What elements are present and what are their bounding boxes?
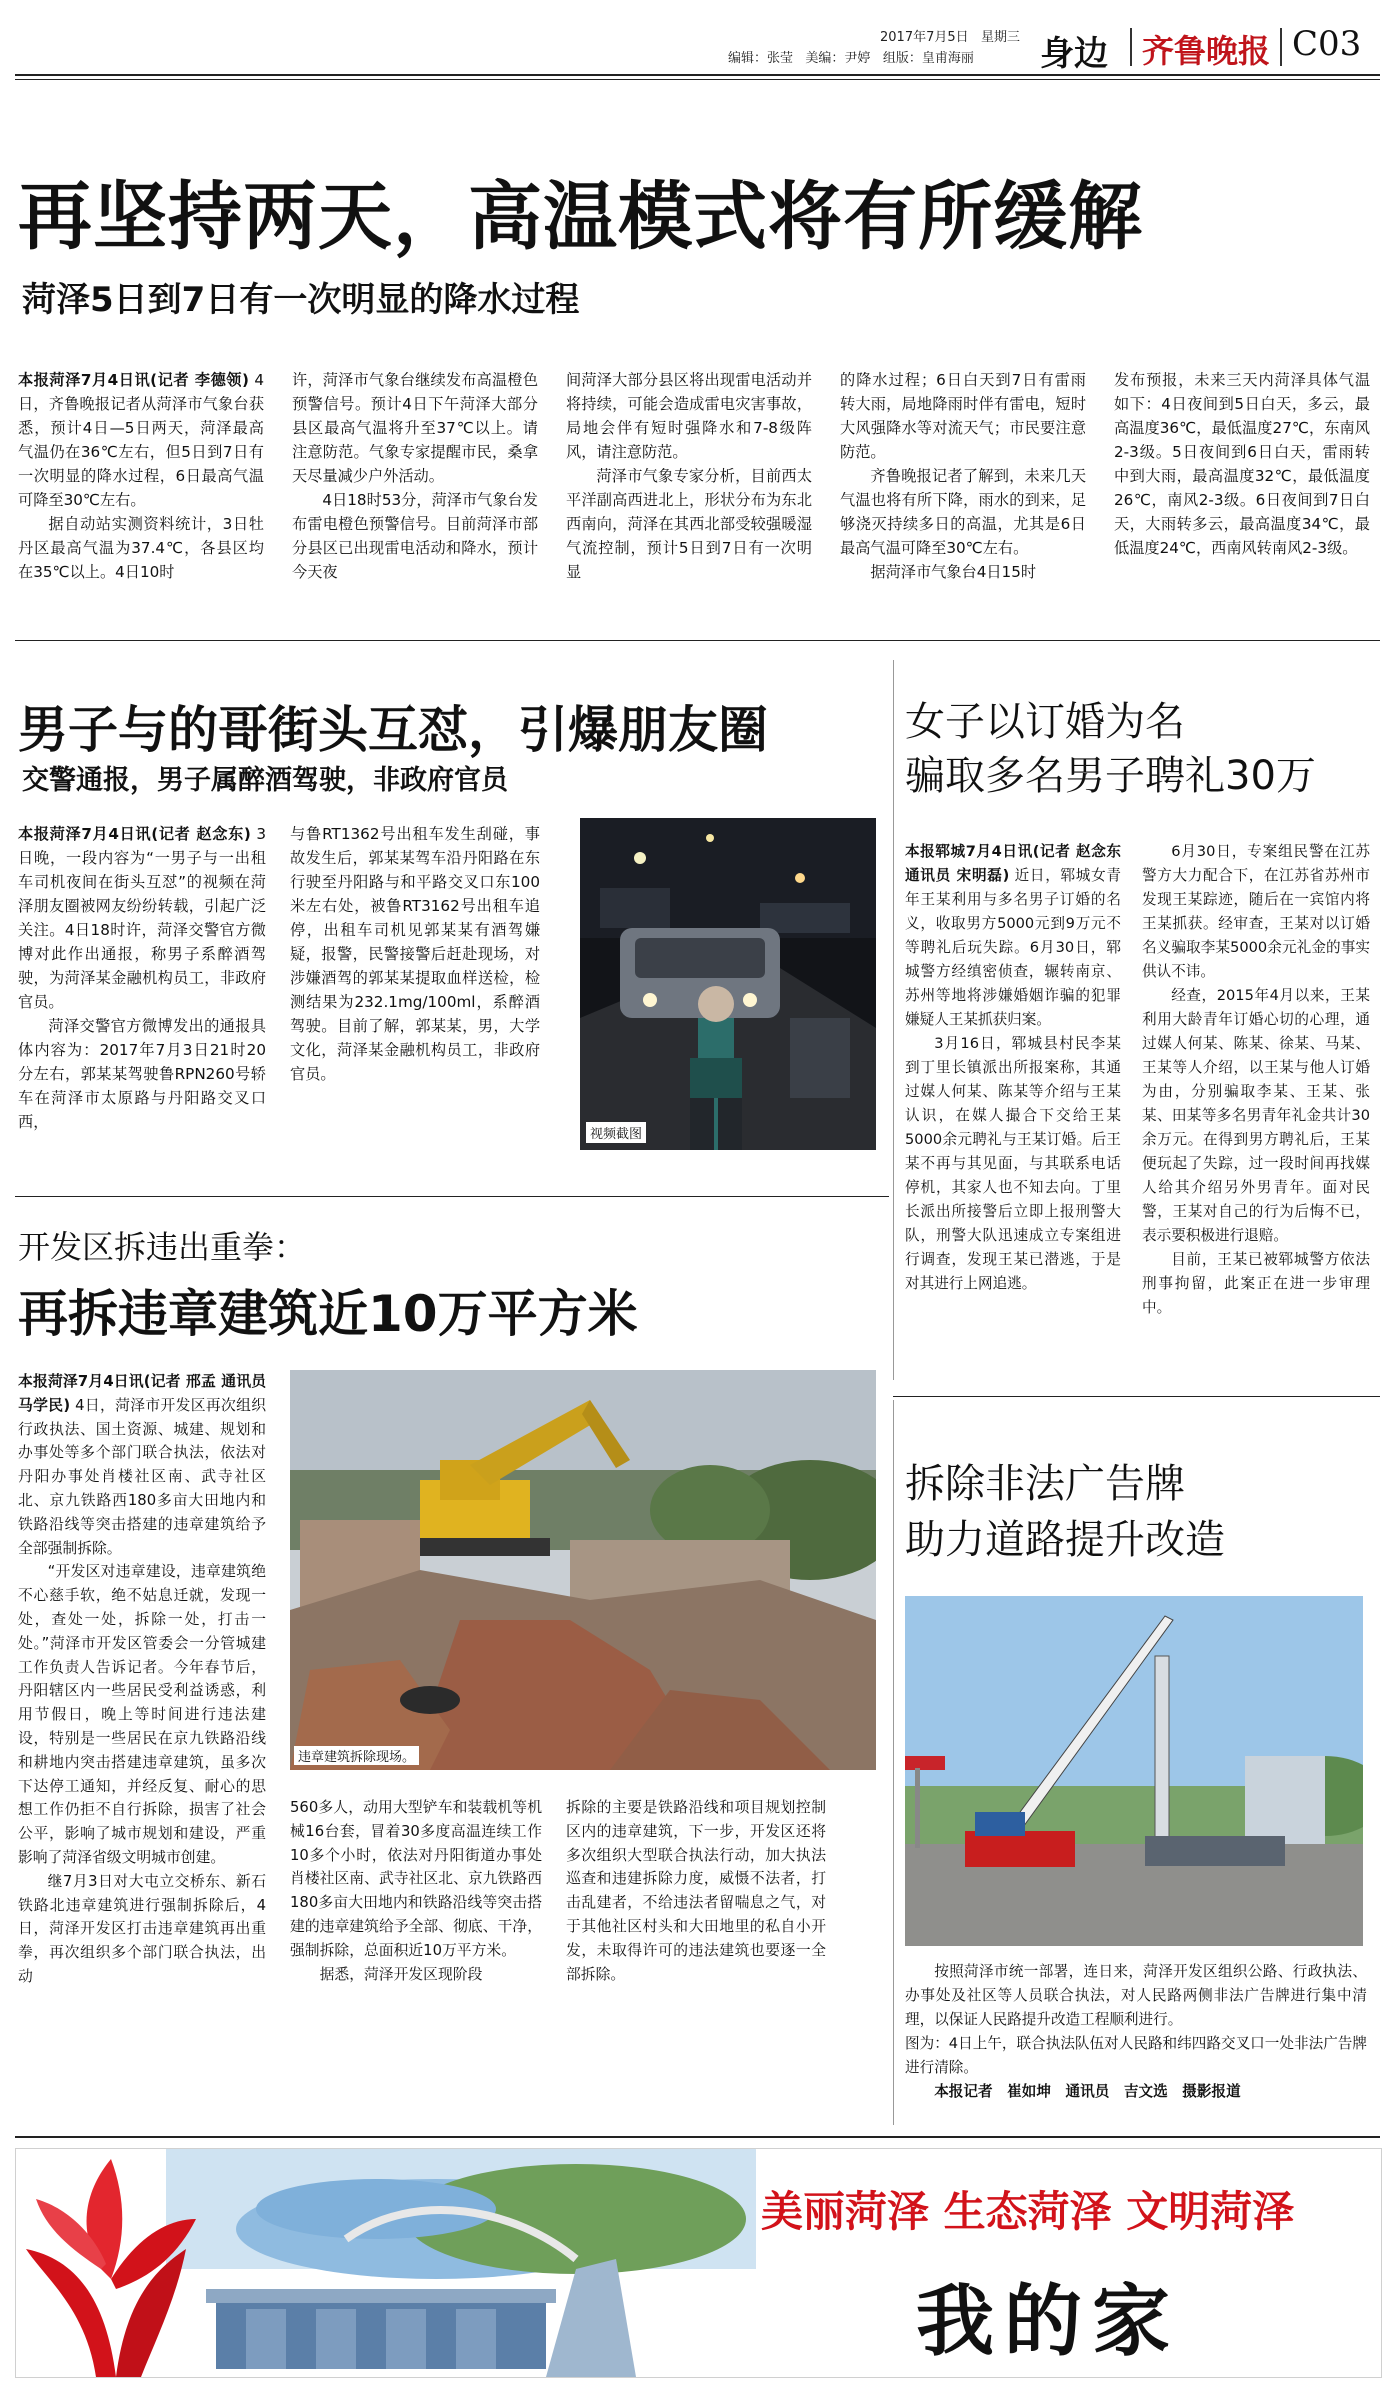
story1-col3-text: 间菏泽大部分县区将出现雷电活动并将持续，可能会造成雷电灾害事故，局地会伴有短时强降水和7-8级阵风，请注意防范。: [566, 371, 812, 461]
story4-headline: 再拆违章建筑近10万平方米: [18, 1285, 638, 1343]
editor: 编辑：张莹: [728, 51, 794, 66]
story1-col5-text: 发布预报，未来三天内菏泽具体气温如下：4日夜间到5日白天，多云，最高温度36℃，最低温度27℃，东南风2-3级。5日夜间到6日白天，雷雨转中到大雨，最高温度32℃，最低温度26℃，南风2-3级。6日夜间到7日白天，大雨转多云，最高温度34℃，最低温度24℃，西南风转南风2-3级。: [1114, 371, 1370, 557]
story3-p3: 6月30日，专案组民警在江苏警方大力配合下，在江苏省苏州市发现王某踪迹，随后在一宾馆内将王某抓获。经审查，王某对以订婚名义骗取李某5000余元礼金的事实供认不讳。: [1142, 843, 1370, 980]
story4-col1: [18, 1370, 266, 2110]
story1-subhead: 菏泽5日到7日有一次明显的降水过程: [22, 280, 580, 320]
paper-logo: 齐鲁晚报: [1142, 32, 1271, 70]
ad-slogan: 美丽菏泽 生态菏泽 文明菏泽: [761, 2187, 1295, 2236]
story2-dateline: 本报菏泽7月4日讯(记者 赵念东): [18, 825, 251, 843]
story5-headline-1: 拆除非法广告牌: [905, 1461, 1185, 1507]
story2-photo: [580, 818, 876, 1150]
story2-col2: [290, 822, 540, 1174]
header-date: [880, 26, 1020, 45]
story3-p2: 3月16日，郓城县村民李某到丁里长镇派出所报案称，其通过媒人何某、陈某等介绍与王某认识，在媒人撮合下交给王某5000余元聘礼与王某订婚。后王某不再与其见面，与其联系电话停机，其家人也不知去向。丁里长派出所接警后立即上报刑警大队，刑警大队迅速成立专案组进行调查，发现王某已潜逃，于是对其进行上网追逃。: [905, 1035, 1121, 1292]
story1-dateline: 本报菏泽7月4日讯(记者 李德领): [18, 371, 249, 389]
ad-rule: [15, 2136, 1380, 2138]
story4-divider: [893, 1400, 894, 2125]
story1-col4-p2: 齐鲁晚报记者了解到，未来几天气温也将有所下降，雨水的到来，足够浇灭持续多日的高温，尤其是6日最高气温可降至30℃左右。: [840, 467, 1086, 557]
story3-col1: [905, 840, 1121, 1378]
story2-headline: 男子与的哥街头互怼，引爆朋友圈: [18, 701, 768, 759]
ad-tagline: 我的家: [916, 2276, 1181, 2367]
story4-col2-text: 560多人，动用大型铲车和装载机等机械16台套，冒着30多度高温连续工作10多个小时，依法对丹阳街道办事处肖楼社区南、武寺社区北、京九铁路西180多亩大田地内和铁路沿线等突击搭建的违章建筑给予全部、彻底、干净，强制拆除，总面积近10万平方米。: [290, 1799, 542, 1959]
story3-headline-2: 骗取多名男子聘礼30万: [905, 753, 1316, 799]
page-number: C03: [1292, 24, 1362, 64]
story1-col1: [18, 368, 264, 598]
date: 2017年7月5日: [880, 30, 969, 45]
story5-headline-2: 助力道路提升改造: [905, 1517, 1225, 1563]
header-credits: [728, 47, 974, 66]
story1-p1: 4日，齐鲁晚报记者从菏泽市气象台获悉，预计4日—5日两天，菏泽最高气温仍在36℃左右，但5日到7日有一次明显的降水过程，6日最高气温可降至30℃左右。: [18, 371, 264, 509]
story4-col2: [290, 1796, 542, 2114]
section-name: 身边: [1040, 34, 1108, 74]
story1-rule: [15, 640, 1380, 641]
story1-col5: [1114, 368, 1370, 598]
story1-col3: [566, 368, 812, 598]
story3-p1: 近日，郓城女青年王某利用与多名男子订婚的名义，收取男方5000元到9万元不等聘礼后玩失踪。6月30日，郓城警方经缜密侦查，辗转南京、苏州等地将涉嫌婚姻诈骗的犯罪嫌疑人王某抓获归案。: [905, 867, 1121, 1028]
story4-p2: “开发区对违章建设，违章建筑绝不心慈手软，绝不姑息迁就，发现一处，查处一处，拆除一处，打击一处。”菏泽市开发区管委会一分管城建工作负责人告诉记者。今年春节后，丹阳辖区内一些居民受利益诱惑，利用节假日，晚上等时间进行违法建设，特别是一些居民在京九铁路沿线和耕地内突击搭建违章建筑，虽多次下达停工通知，并经反复、耐心的思想工作仍拒不自行拆除，损害了社会公平，影响了城市规划和建设，严重影响了菏泽省级文明城市创建。: [18, 1563, 266, 1866]
story1-headline: 再坚持两天，高温模式将有所缓解: [18, 174, 1143, 260]
header-rule: [15, 74, 1380, 76]
story3-headline-1: 女子以订婚为名: [905, 699, 1185, 745]
story2-rule: [15, 1196, 889, 1197]
story5-caption-block: [905, 1960, 1367, 2116]
demolition-illustration: [290, 1370, 876, 1770]
story2-p2: 菏泽交警官方微博发出的通报具体内容为：2017年7月3日21时20分左右，郭某某驾驶鲁RPN260号轿车在菏泽市太原路与丹阳路交叉口西，: [18, 1017, 266, 1131]
weekday: 星期三: [981, 30, 1021, 45]
art-editor: 美编：尹婷: [805, 51, 871, 66]
story1-col4-text: 的降水过程；6日白天到7日有雷雨转大雨，局地降雨时伴有雷电，短时大风强降水等对流天气；市民要注意防范。: [840, 371, 1086, 461]
ad-scenery-illustration: [16, 2149, 756, 2377]
story3-dateline: 本报郓城7月4日讯(记者 赵念东 通讯员 宋明磊): [905, 843, 1121, 884]
story2-photo-caption: 视频截图: [586, 1122, 646, 1143]
story4-p1: 4日，菏泽市开发区再次组织行政执法、国土资源、城建、规划和办事处等多个部门联合执法，依法对丹阳办事处肖楼社区南、武寺社区北、京九铁路西180多亩大田地内和铁路沿线等突击搭建的违章建筑给予全部强制拆除。: [18, 1396, 266, 1557]
story4-p3: 继7月3日对大屯立交桥东、新石铁路北违章建筑进行强制拆除后，4日，菏泽开发区打击违章建筑再出重拳，再次组织多个部门联合执法，出动: [18, 1872, 266, 1985]
header-divider-1: [1130, 28, 1132, 66]
story4-photo-caption: 违章建筑拆除现场。: [294, 1746, 419, 1765]
story3-p5: 目前，王某已被郓城警方依法刑事拘留，此案正在进一步审理中。: [1142, 1251, 1370, 1316]
story4-dateline: 本报菏泽7月4日讯(记者 邢孟 通讯员 马学民): [18, 1373, 266, 1414]
proofreader: 组版：皇甫海丽: [882, 51, 974, 66]
story4-photo: [290, 1370, 876, 1770]
story1-col3-p2: 菏泽市气象专家分析，目前西太平洋副高西进北上，形状分布为东北西南向，菏泽在其西北部受较强暖湿气流控制，预计5日到7日有一次明显: [566, 467, 812, 581]
story3-col2: [1142, 840, 1370, 1378]
ad-banner: [15, 2148, 1382, 2378]
header-rule-thin: [15, 79, 1380, 80]
story1-p2: 据自动站实测资料统计，3日牡丹区最高气温为37.4℃，各县区均在35℃以上。4日10时: [18, 515, 264, 581]
story5-caption: 按照菏泽市统一部署，连日来，菏泽开发区组织公路、行政执法、办事处及社区等人员联合执法，对人民路两侧非法广告牌进行集中清理，以保证人民路提升改造工程顺利进行。: [905, 1963, 1367, 2028]
story5-photo: [905, 1596, 1363, 1946]
story3-p4: 经查，2015年4月以来，王某利用大龄青年订婚心切的心理，通过媒人何某、陈某、徐某、马某、王某等人介绍，以王某与他人订婚为由，分别骗取李某、王某、张某、田某等多名男青年礼金共计30余万元。在得到男方聘礼后，王某便玩起了失踪，过一段时间再找媒人给其介绍另外男青年。面对民警，王某对自己的行为后悔不已，表示要积极进行退赔。: [1142, 987, 1370, 1244]
story1-col2-p2: 4日18时53分，菏泽市气象台发布雷电橙色预警信号。目前菏泽市部分县区已出现雷电活动和降水，预计今天夜: [292, 491, 538, 581]
story4-col3: [566, 1796, 826, 2114]
story5-credit: 本报记者 崔如坤 通讯员 吉文选 摄影报道: [934, 2083, 1241, 2100]
story4-col3-text: 拆除的主要是铁路沿线和项目规划控制区内的违章建筑，下一步，开发区还将多次组织大型联合执法行动，加大执法巡查和违建拆除力度，威慑不法者，打击乱建者，不给违法者留喘息之气，对于其他社区村头和大田地里的私自小开发，未取得许可的违法建筑也要逐一全部拆除。: [566, 1799, 826, 1983]
story1-col2: [292, 368, 538, 598]
story2-p1: 3日晚，一段内容为“一男子与一出租车司机夜间在街头互怼”的视频在菏泽朋友圈被网友纷纷转载，引起广泛关注。4日18时许，菏泽交警官方微博对此作出通报，称男子系醉酒驾驶，为菏泽某金融机构员工，非政府官员。: [18, 825, 266, 1011]
story3-rule: [893, 1396, 1380, 1397]
story4-kicker: 开发区拆违出重拳：: [18, 1228, 307, 1266]
story5-caption2: 图为：4日上午，联合执法队伍对人民路和纬四路交叉口一处非法广告牌进行清除。: [905, 2035, 1367, 2076]
crane-illustration: [905, 1596, 1363, 1946]
header-divider-2: [1280, 28, 1282, 66]
video-still-illustration: [580, 818, 876, 1150]
story1-col4: [840, 368, 1086, 598]
story2-divider: [893, 660, 894, 1380]
story1-col2-text: 许，菏泽市气象台继续发布高温橙色预警信号。预计4日下午菏泽大部分县区最高气温将升至37℃以上。请注意防范。气象专家提醒市民，桑拿天尽量减少户外活动。: [292, 371, 538, 485]
story1-col4-p3: 据菏泽市气象台4日15时: [870, 563, 1037, 581]
story2-col2-text: 与鲁RT1362号出租车发生刮碰，事故发生后，郭某某驾车沿丹阳路在东行驶至丹阳路与和平路交叉口东100米左右处，被鲁RT3162号出租车追停，出租车司机见郭某某有酒驾嫌疑，报警，民警接警后赶赴现场，对涉嫌酒驾的郭某某提取血样送检，检测结果为232.1mg/100ml，系醉酒驾驶。目前了解，郭某某，男，大学文化，菏泽某金融机构员工，非政府官员。: [290, 825, 540, 1083]
story4-col2-p2: 据悉，菏泽开发区现阶段: [319, 1965, 483, 1983]
story2-col1: [18, 822, 266, 1174]
story2-subhead: 交警通报，男子属醉酒驾驶，非政府官员: [22, 765, 508, 796]
